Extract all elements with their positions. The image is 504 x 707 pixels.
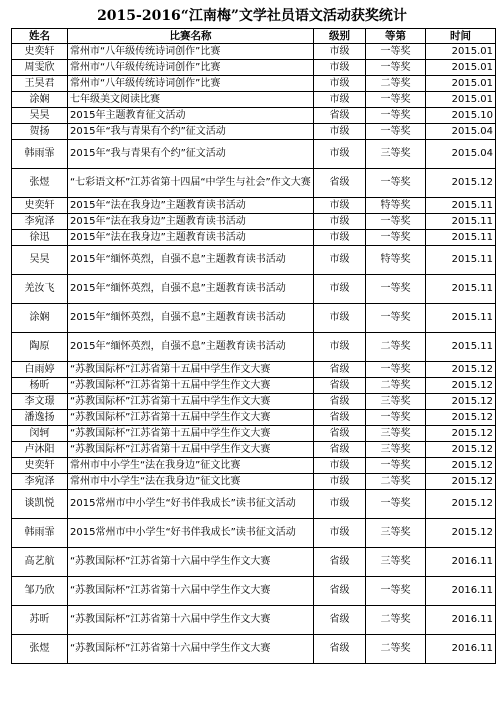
cell-level: 市级 xyxy=(314,519,366,548)
cell-competition: 2015常州市中小学生“好书伴我成长”读书征文活动 xyxy=(68,490,314,519)
awards-table xyxy=(11,28,496,664)
cell-time: 2016.11 xyxy=(426,577,496,606)
cell-competition: 2015年“我与青果有个约”征文活动 xyxy=(68,124,314,140)
cell-time: 2015.11 xyxy=(426,214,496,230)
cell-competition: 常州市中小学生“法在我身边”征文比赛 xyxy=(68,474,314,490)
cell-time: 2015.01 xyxy=(426,44,496,60)
cell-grade: 二等奖 xyxy=(366,474,426,490)
table-row xyxy=(12,124,496,140)
cell-time: 2015.01 xyxy=(426,92,496,108)
cell-name: 李宛泽 xyxy=(12,474,68,490)
cell-level: 市级 xyxy=(314,140,366,169)
cell-competition: “苏教国际杯”江苏省第十五届中学生作文大赛 xyxy=(68,394,314,410)
cell-competition: “苏教国际杯”江苏省第十六届中学生作文大赛 xyxy=(68,606,314,635)
cell-level: 市级 xyxy=(314,76,366,92)
header-time: 时间 xyxy=(426,29,496,44)
table-row xyxy=(12,519,496,548)
cell-name: 史奕轩 xyxy=(12,44,68,60)
table-row xyxy=(12,44,496,60)
cell-time: 2015.11 xyxy=(426,198,496,214)
cell-competition: “苏教国际杯”江苏省第十五届中学生作文大赛 xyxy=(68,410,314,426)
cell-level: 省级 xyxy=(314,169,366,198)
cell-grade: 三等奖 xyxy=(366,140,426,169)
table-row xyxy=(12,76,496,92)
cell-competition: 常州市“八年级传统诗词创作”比赛 xyxy=(68,76,314,92)
cell-name: 白雨婷 xyxy=(12,362,68,378)
cell-competition: “苏教国际杯”江苏省第十五届中学生作文大赛 xyxy=(68,442,314,458)
cell-name: 张煜 xyxy=(12,169,68,198)
cell-level: 市级 xyxy=(314,304,366,333)
cell-grade: 三等奖 xyxy=(366,426,426,442)
cell-name: 杨昕 xyxy=(12,378,68,394)
cell-competition: 2015年“我与青果有个约”征文活动 xyxy=(68,140,314,169)
cell-level: 省级 xyxy=(314,108,366,124)
cell-competition: 2015年“法在我身边”主题教育读书活动 xyxy=(68,214,314,230)
table-row xyxy=(12,394,496,410)
cell-level: 省级 xyxy=(314,378,366,394)
cell-name: 吴昊 xyxy=(12,108,68,124)
cell-name: 潘逸扬 xyxy=(12,410,68,426)
header-level: 级别 xyxy=(314,29,366,44)
table-row xyxy=(12,458,496,474)
table-row xyxy=(12,169,496,198)
cell-grade: 一等奖 xyxy=(366,44,426,60)
cell-name: 陶原 xyxy=(12,333,68,362)
cell-time: 2015.12 xyxy=(426,442,496,458)
cell-grade: 三等奖 xyxy=(366,519,426,548)
cell-competition: “苏教国际杯”江苏省第十五届中学生作文大赛 xyxy=(68,362,314,378)
cell-time: 2015.04 xyxy=(426,124,496,140)
cell-time: 2015.10 xyxy=(426,108,496,124)
cell-name: 贺扬 xyxy=(12,124,68,140)
cell-level: 市级 xyxy=(314,60,366,76)
cell-grade: 一等奖 xyxy=(366,124,426,140)
cell-time: 2015.12 xyxy=(426,458,496,474)
cell-time: 2016.11 xyxy=(426,635,496,664)
cell-time: 2015.12 xyxy=(426,169,496,198)
cell-time: 2015.11 xyxy=(426,246,496,275)
cell-name: 谈凯悦 xyxy=(12,490,68,519)
header-grade: 等第 xyxy=(366,29,426,44)
table-row xyxy=(12,378,496,394)
cell-grade: 一等奖 xyxy=(366,169,426,198)
cell-grade: 一等奖 xyxy=(366,304,426,333)
cell-time: 2015.04 xyxy=(426,140,496,169)
cell-level: 市级 xyxy=(314,490,366,519)
cell-competition: “苏教国际杯”江苏省第十五届中学生作文大赛 xyxy=(68,378,314,394)
table-row xyxy=(12,606,496,635)
table-row xyxy=(12,333,496,362)
cell-grade: 一等奖 xyxy=(366,275,426,304)
table-row xyxy=(12,230,496,246)
cell-grade: 三等奖 xyxy=(366,442,426,458)
cell-name: 李宛泽 xyxy=(12,214,68,230)
cell-competition: 2015年“法在我身边”主题教育读书活动 xyxy=(68,198,314,214)
cell-name: 史奕轩 xyxy=(12,198,68,214)
cell-competition: 七年级美文阅读比赛 xyxy=(68,92,314,108)
cell-name: 涂娴 xyxy=(12,304,68,333)
cell-competition: 常州市“八年级传统诗词创作”比赛 xyxy=(68,44,314,60)
cell-name: 羌汝飞 xyxy=(12,275,68,304)
cell-competition: “七彩语文杯”江苏省第十四届“中学生与社会”作文大赛 xyxy=(68,169,314,198)
cell-grade: 一等奖 xyxy=(366,577,426,606)
cell-time: 2016.11 xyxy=(426,606,496,635)
cell-grade: 特等奖 xyxy=(366,198,426,214)
cell-level: 省级 xyxy=(314,442,366,458)
cell-name: 王昊君 xyxy=(12,76,68,92)
cell-competition: 2015常州市中小学生“好书伴我成长”读书征文活动 xyxy=(68,519,314,548)
cell-level: 省级 xyxy=(314,606,366,635)
cell-grade: 一等奖 xyxy=(366,214,426,230)
cell-competition: “苏教国际杯”江苏省第十六届中学生作文大赛 xyxy=(68,577,314,606)
cell-level: 市级 xyxy=(314,198,366,214)
cell-name: 闵轲 xyxy=(12,426,68,442)
table-body xyxy=(12,44,496,664)
cell-time: 2015.12 xyxy=(426,394,496,410)
table-row xyxy=(12,577,496,606)
cell-competition: “苏教国际杯”江苏省第十六届中学生作文大赛 xyxy=(68,548,314,577)
cell-time: 2015.01 xyxy=(426,60,496,76)
table-row xyxy=(12,140,496,169)
cell-grade: 二等奖 xyxy=(366,606,426,635)
table-row xyxy=(12,304,496,333)
cell-time: 2015.12 xyxy=(426,378,496,394)
table-row xyxy=(12,490,496,519)
cell-grade: 二等奖 xyxy=(366,378,426,394)
cell-time: 2015.12 xyxy=(426,519,496,548)
cell-name: 史奕轩 xyxy=(12,458,68,474)
cell-competition: 2015年“缅怀英烈，自强不息”主题教育读书活动 xyxy=(68,275,314,304)
header-competition: 比赛名称 xyxy=(68,29,314,44)
table-row xyxy=(12,474,496,490)
cell-level: 市级 xyxy=(314,333,366,362)
table-row xyxy=(12,60,496,76)
cell-name: 徐迅 xyxy=(12,230,68,246)
cell-level: 市级 xyxy=(314,124,366,140)
cell-level: 省级 xyxy=(314,426,366,442)
cell-level: 省级 xyxy=(314,410,366,426)
cell-time: 2015.12 xyxy=(426,490,496,519)
cell-level: 市级 xyxy=(314,458,366,474)
cell-level: 市级 xyxy=(314,275,366,304)
cell-grade: 一等奖 xyxy=(366,490,426,519)
table-row xyxy=(12,442,496,458)
cell-competition: 2015年“缅怀英烈，自强不息”主题教育读书活动 xyxy=(68,304,314,333)
cell-name: 卢沐阳 xyxy=(12,442,68,458)
cell-time: 2015.12 xyxy=(426,362,496,378)
cell-grade: 一等奖 xyxy=(366,230,426,246)
cell-grade: 一等奖 xyxy=(366,108,426,124)
cell-name: 涂娴 xyxy=(12,92,68,108)
cell-name: 苏昕 xyxy=(12,606,68,635)
cell-time: 2015.11 xyxy=(426,230,496,246)
cell-competition: 2015年“缅怀英烈，自强不息”主题教育读书活动 xyxy=(68,246,314,275)
cell-level: 市级 xyxy=(314,230,366,246)
cell-time: 2015.11 xyxy=(426,275,496,304)
cell-competition: 2015年“法在我身边”主题教育读书活动 xyxy=(68,230,314,246)
table-row xyxy=(12,362,496,378)
table-row xyxy=(12,426,496,442)
cell-time: 2015.11 xyxy=(426,333,496,362)
cell-time: 2015.01 xyxy=(426,76,496,92)
cell-competition: 常州市“八年级传统诗词创作”比赛 xyxy=(68,60,314,76)
cell-competition: 常州市中小学生“法在我身边”征文比赛 xyxy=(68,458,314,474)
cell-level: 省级 xyxy=(314,394,366,410)
cell-name: 韩雨霏 xyxy=(12,519,68,548)
cell-name: 高艺航 xyxy=(12,548,68,577)
cell-name: 邹乃欣 xyxy=(12,577,68,606)
cell-name: 韩雨霏 xyxy=(12,140,68,169)
cell-grade: 一等奖 xyxy=(366,458,426,474)
cell-grade: 二等奖 xyxy=(366,333,426,362)
cell-level: 省级 xyxy=(314,362,366,378)
table-header-row xyxy=(12,29,496,44)
cell-level: 市级 xyxy=(314,214,366,230)
cell-grade: 一等奖 xyxy=(366,60,426,76)
cell-level: 市级 xyxy=(314,246,366,275)
cell-grade: 特等奖 xyxy=(366,246,426,275)
page-title: 2015-2016“江南梅”文学社员语文活动获奖统计 xyxy=(97,8,407,24)
table-row xyxy=(12,108,496,124)
cell-competition: “苏教国际杯”江苏省第十五届中学生作文大赛 xyxy=(68,426,314,442)
cell-name: 张煜 xyxy=(12,635,68,664)
cell-grade: 三等奖 xyxy=(366,548,426,577)
cell-level: 市级 xyxy=(314,474,366,490)
cell-grade: 一等奖 xyxy=(366,92,426,108)
table-row xyxy=(12,548,496,577)
table-row xyxy=(12,198,496,214)
cell-level: 省级 xyxy=(314,577,366,606)
header-name: 姓名 xyxy=(12,29,68,44)
cell-competition: 2015年“缅怀英烈，自强不息”主题教育读书活动 xyxy=(68,333,314,362)
cell-time: 2015.11 xyxy=(426,304,496,333)
cell-level: 市级 xyxy=(314,92,366,108)
table-row xyxy=(12,246,496,275)
table-row xyxy=(12,275,496,304)
cell-name: 周雯欣 xyxy=(12,60,68,76)
cell-name: 李文璟 xyxy=(12,394,68,410)
cell-time: 2015.12 xyxy=(426,410,496,426)
cell-grade: 三等奖 xyxy=(366,394,426,410)
cell-grade: 二等奖 xyxy=(366,635,426,664)
cell-time: 2015.12 xyxy=(426,474,496,490)
cell-level: 省级 xyxy=(314,635,366,664)
cell-grade: 一等奖 xyxy=(366,362,426,378)
cell-competition: 2015年主题教育征文活动 xyxy=(68,108,314,124)
table-row xyxy=(12,214,496,230)
cell-grade: 二等奖 xyxy=(366,76,426,92)
cell-competition: “苏教国际杯”江苏省第十六届中学生作文大赛 xyxy=(68,635,314,664)
table-row xyxy=(12,410,496,426)
cell-name: 吴昊 xyxy=(12,246,68,275)
cell-time: 2015.12 xyxy=(426,426,496,442)
cell-level: 省级 xyxy=(314,548,366,577)
cell-time: 2016.11 xyxy=(426,548,496,577)
table-row xyxy=(12,92,496,108)
cell-grade: 一等奖 xyxy=(366,410,426,426)
table-row xyxy=(12,635,496,664)
cell-level: 市级 xyxy=(314,44,366,60)
